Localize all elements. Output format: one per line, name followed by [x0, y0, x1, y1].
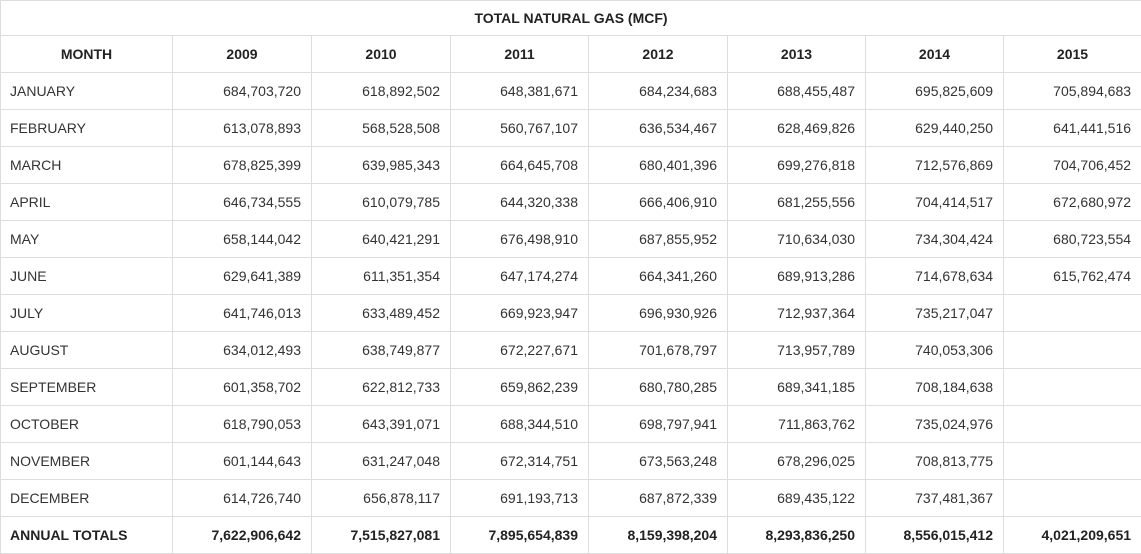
value-cell: 698,797,941 — [589, 406, 728, 443]
value-cell: 658,144,042 — [173, 221, 312, 258]
table-row — [1, 406, 1141, 443]
value-cell: 672,314,751 — [451, 443, 589, 480]
value-cell: 560,767,107 — [451, 110, 589, 147]
value-cell: 687,872,339 — [589, 480, 728, 517]
value-cell: 615,762,474 — [1004, 258, 1141, 295]
value-cell: 672,227,671 — [451, 332, 589, 369]
month-cell: AUGUST — [1, 332, 173, 369]
value-cell: 714,678,634 — [866, 258, 1004, 295]
table-row — [1, 184, 1141, 221]
value-cell: 629,440,250 — [866, 110, 1004, 147]
value-cell: 618,892,502 — [312, 73, 451, 110]
table-row — [1, 110, 1141, 147]
value-cell: 689,913,286 — [728, 258, 866, 295]
totals-value-cell: 7,515,827,081 — [312, 517, 451, 554]
table-row — [1, 295, 1141, 332]
value-cell: 689,341,185 — [728, 369, 866, 406]
value-cell: 701,678,797 — [589, 332, 728, 369]
value-cell: 611,351,354 — [312, 258, 451, 295]
month-cell: JULY — [1, 295, 173, 332]
value-cell: 704,706,452 — [1004, 147, 1141, 184]
value-cell: 688,455,487 — [728, 73, 866, 110]
table-row — [1, 73, 1141, 110]
value-cell: 648,381,671 — [451, 73, 589, 110]
value-cell: 691,193,713 — [451, 480, 589, 517]
value-cell: 639,985,343 — [312, 147, 451, 184]
value-cell: 688,344,510 — [451, 406, 589, 443]
value-cell: 643,391,071 — [312, 406, 451, 443]
value-cell: 681,255,556 — [728, 184, 866, 221]
table-row — [1, 369, 1141, 406]
value-cell — [1004, 369, 1141, 406]
year-column-header: 2014 — [866, 36, 1004, 73]
month-cell: SEPTEMBER — [1, 369, 173, 406]
value-cell: 664,341,260 — [589, 258, 728, 295]
month-cell: JANUARY — [1, 73, 173, 110]
value-cell: 628,469,826 — [728, 110, 866, 147]
table-row — [1, 332, 1141, 369]
year-column-header: 2009 — [173, 36, 312, 73]
totals-value-cell: 8,293,836,250 — [728, 517, 866, 554]
value-cell: 641,746,013 — [173, 295, 312, 332]
value-cell: 676,498,910 — [451, 221, 589, 258]
table-row — [1, 443, 1141, 480]
table-title: TOTAL NATURAL GAS (MCF) — [1, 1, 1141, 36]
annual-totals-row — [1, 517, 1141, 554]
year-column-header: 2010 — [312, 36, 451, 73]
value-cell: 735,217,047 — [866, 295, 1004, 332]
totals-value-cell: 8,159,398,204 — [589, 517, 728, 554]
value-cell: 631,247,048 — [312, 443, 451, 480]
value-cell: 638,749,877 — [312, 332, 451, 369]
table-row — [1, 147, 1141, 184]
table-row — [1, 258, 1141, 295]
value-cell: 568,528,508 — [312, 110, 451, 147]
value-cell: 613,078,893 — [173, 110, 312, 147]
value-cell — [1004, 332, 1141, 369]
value-cell: 644,320,338 — [451, 184, 589, 221]
value-cell: 737,481,367 — [866, 480, 1004, 517]
year-column-header: 2013 — [728, 36, 866, 73]
value-cell: 684,234,683 — [589, 73, 728, 110]
value-cell: 666,406,910 — [589, 184, 728, 221]
totals-value-cell: 7,622,906,642 — [173, 517, 312, 554]
value-cell: 680,780,285 — [589, 369, 728, 406]
value-cell: 664,645,708 — [451, 147, 589, 184]
month-cell: DECEMBER — [1, 480, 173, 517]
table-row — [1, 480, 1141, 517]
totals-value-cell: 7,895,654,839 — [451, 517, 589, 554]
year-column-header: 2011 — [451, 36, 589, 73]
value-cell: 687,855,952 — [589, 221, 728, 258]
value-cell: 712,937,364 — [728, 295, 866, 332]
value-cell: 710,634,030 — [728, 221, 866, 258]
value-cell: 712,576,869 — [866, 147, 1004, 184]
value-cell: 689,435,122 — [728, 480, 866, 517]
value-cell — [1004, 480, 1141, 517]
value-cell: 601,144,643 — [173, 443, 312, 480]
totals-value-cell: 4,021,209,651 — [1004, 517, 1141, 554]
value-cell — [1004, 406, 1141, 443]
value-cell: 636,534,467 — [589, 110, 728, 147]
value-cell: 659,862,239 — [451, 369, 589, 406]
value-cell: 641,441,516 — [1004, 110, 1141, 147]
value-cell: 673,563,248 — [589, 443, 728, 480]
value-cell: 672,680,972 — [1004, 184, 1141, 221]
value-cell: 713,957,789 — [728, 332, 866, 369]
month-cell: OCTOBER — [1, 406, 173, 443]
value-cell — [1004, 295, 1141, 332]
month-cell: JUNE — [1, 258, 173, 295]
year-column-header: 2012 — [589, 36, 728, 73]
value-cell: 735,024,976 — [866, 406, 1004, 443]
value-cell: 704,414,517 — [866, 184, 1004, 221]
value-cell: 680,723,554 — [1004, 221, 1141, 258]
value-cell: 633,489,452 — [312, 295, 451, 332]
value-cell: 640,421,291 — [312, 221, 451, 258]
value-cell: 629,641,389 — [173, 258, 312, 295]
value-cell: 678,296,025 — [728, 443, 866, 480]
value-cell: 711,863,762 — [728, 406, 866, 443]
value-cell — [1004, 443, 1141, 480]
month-cell: FEBRUARY — [1, 110, 173, 147]
value-cell: 740,053,306 — [866, 332, 1004, 369]
month-cell: MARCH — [1, 147, 173, 184]
month-cell: APRIL — [1, 184, 173, 221]
value-cell: 699,276,818 — [728, 147, 866, 184]
totals-label-cell: ANNUAL TOTALS — [1, 517, 173, 554]
value-cell: 622,812,733 — [312, 369, 451, 406]
value-cell: 618,790,053 — [173, 406, 312, 443]
month-column-header: MONTH — [1, 36, 173, 73]
value-cell: 684,703,720 — [173, 73, 312, 110]
value-cell: 634,012,493 — [173, 332, 312, 369]
value-cell: 610,079,785 — [312, 184, 451, 221]
value-cell: 680,401,396 — [589, 147, 728, 184]
year-column-header: 2015 — [1004, 36, 1141, 73]
month-cell: NOVEMBER — [1, 443, 173, 480]
value-cell: 614,726,740 — [173, 480, 312, 517]
value-cell: 656,878,117 — [312, 480, 451, 517]
value-cell: 696,930,926 — [589, 295, 728, 332]
value-cell: 708,184,638 — [866, 369, 1004, 406]
value-cell: 705,894,683 — [1004, 73, 1141, 110]
value-cell: 695,825,609 — [866, 73, 1004, 110]
value-cell: 647,174,274 — [451, 258, 589, 295]
value-cell: 734,304,424 — [866, 221, 1004, 258]
table-title-row — [1, 1, 1141, 36]
value-cell: 669,923,947 — [451, 295, 589, 332]
value-cell: 601,358,702 — [173, 369, 312, 406]
totals-value-cell: 8,556,015,412 — [866, 517, 1004, 554]
value-cell: 678,825,399 — [173, 147, 312, 184]
value-cell: 646,734,555 — [173, 184, 312, 221]
table-row — [1, 221, 1141, 258]
value-cell: 708,813,775 — [866, 443, 1004, 480]
month-cell: MAY — [1, 221, 173, 258]
table-header-row — [1, 36, 1141, 73]
